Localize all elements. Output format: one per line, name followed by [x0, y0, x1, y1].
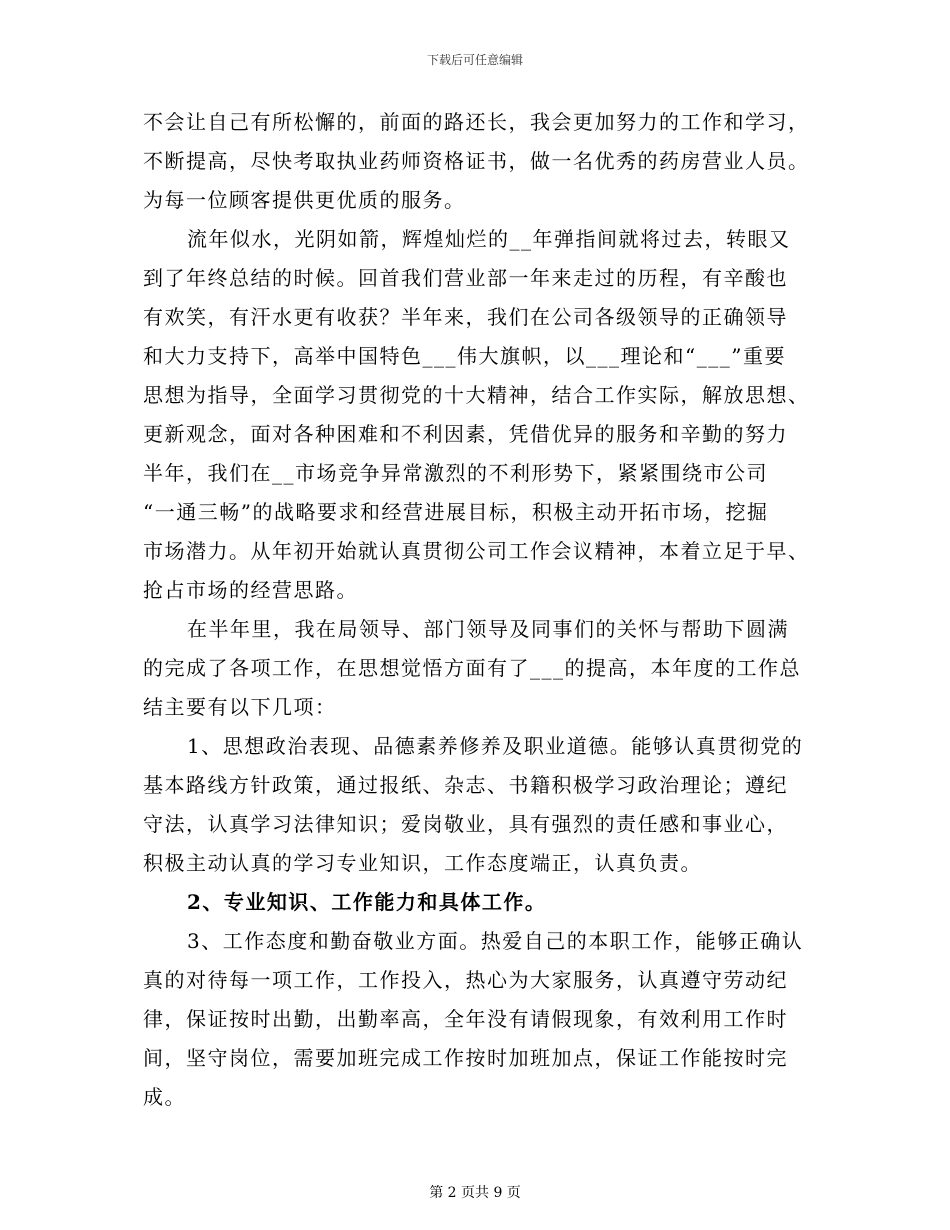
text-line: 更新观念，面对各种困难和不利因素，凭借优异的服务和辛勤的努力	[143, 422, 788, 446]
text-line: 和大力支持下，高举中国特色___伟大旗帜，以___理论和“___”重要	[143, 344, 786, 368]
text-line: 成。	[143, 1085, 186, 1109]
document-body	[143, 103, 810, 1117]
list-item	[143, 883, 803, 922]
text-line: 到了年终总结的时候。回首我们营业部一年来走过的历程，有辛酸也	[143, 266, 788, 290]
text-line: 在半年里，我在局领导、部门领导及同事们的关怀与帮助下圆满	[187, 617, 789, 641]
text-line: 真的对待每一项工作，工作投入，热心为大家服务，认真遵守劳动纪	[143, 968, 788, 992]
paragraph	[143, 610, 803, 727]
text-line: 流年似水，光阴如箭，辉煌灿烂的__年弹指间就将过去，转眼又	[187, 227, 791, 251]
text-line: 抢占市场的经营思路。	[143, 578, 358, 602]
text-line: 守法，认真学习法律知识；爱岗敬业，具有强烈的责任感和事业心，	[143, 812, 788, 836]
text-line: “一通三畅”的战略要求和经营进展目标，积极主动开拓市场，挖掘	[143, 500, 769, 524]
text-line: 基本路线方针政策，通过报纸、杂志、书籍积极学习政治理论；遵纪	[143, 773, 788, 797]
section-heading: 2、专业知识、工作能力和具体工作。	[187, 890, 547, 914]
text-line: 有欢笑，有汗水更有收获？半年来，我们在公司各级领导的正确领导	[143, 305, 788, 329]
text-line: 积极主动认真的学习专业知识，工作态度端正，认真负责。	[143, 851, 702, 875]
page-footer: 第 2 页共 9 页	[429, 1185, 521, 1201]
text-line: 半年，我们在__市场竞争异常激烈的不利形势下，紧紧围绕市公司	[143, 461, 768, 485]
text-line: 思想为指导，全面学习贯彻党的十大精神，结合工作实际，解放思想、	[143, 383, 810, 407]
text-line: 律，保证按时出勤，出勤率高，全年没有请假现象，有效利用工作时	[143, 1007, 788, 1031]
text-line: 不断提高，尽快考取执业药师资格证书，做一名优秀的药房营业人员。	[143, 149, 810, 173]
text-line: 间，坚守岗位，需要加班完成工作按时加班加点，保证工作能按时完	[143, 1046, 788, 1070]
text-line: 1、思想政治表现、品德素养修养及职业道德。能够认真贯彻党的	[187, 734, 804, 758]
list-item	[143, 922, 803, 1117]
paragraph	[143, 220, 810, 610]
text-line: 市场潜力。从年初开始就认真贯彻公司工作会议精神，本着立足于早、	[143, 539, 810, 563]
text-line: 为每一位顾客提供更优质的服务。	[143, 188, 466, 212]
text-line: 结主要有以下几项：	[143, 695, 337, 719]
text-line: 3、工作态度和勤奋敬业方面。热爱自己的本职工作，能够正确认	[187, 929, 804, 953]
text-line: 不会让自己有所松懈的，前面的路还长，我会更加努力的工作和学习，	[143, 110, 810, 134]
paragraph	[143, 103, 810, 220]
list-item	[143, 727, 803, 883]
page-header: 下载后可任意编辑	[426, 53, 523, 67]
text-line: 的完成了各项工作，在思想觉悟方面有了___的提高，本年度的工作总	[143, 656, 801, 680]
